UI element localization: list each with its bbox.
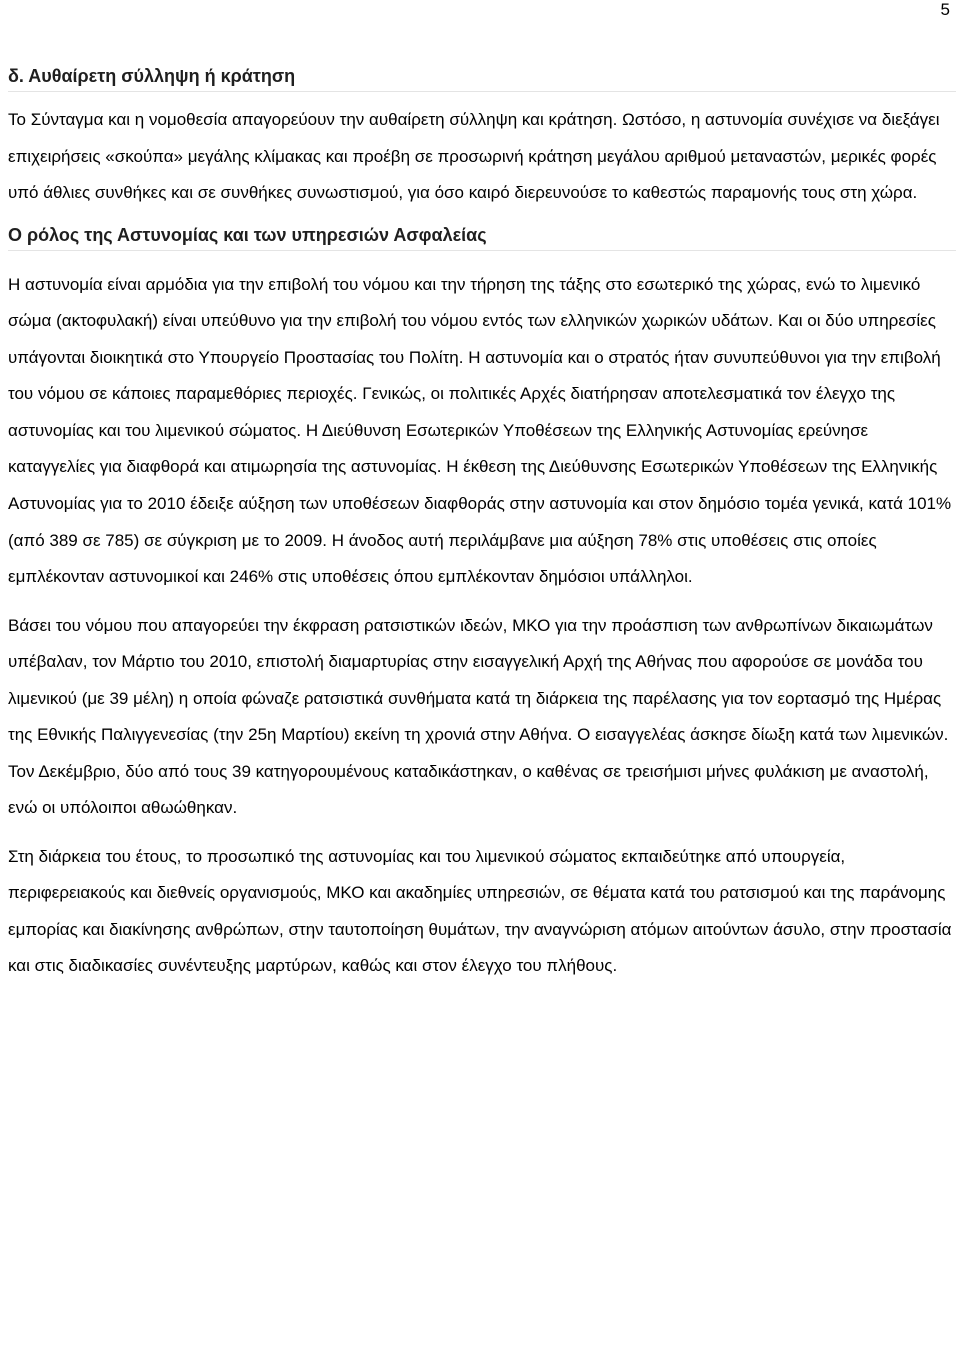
paragraph-racist-slogans-case: Βάσει του νόμου που απαγορεύει την έκφραση ρατσιστικών ιδεών, ΜΚΟ για την προάσπιση των ανθρωπίνων δικαιωμάτων υπέβαλαν, τον Μάρτιο του 2010, επιστολή διαμαρτυρίας στην εισαγγελική Αρχή της Αθήνας που αφορούσε σε μονάδα του λιμενικού (με 39 μέλη) η οποία φώναζε ρατσιστικά συνθήματα κατά τη διάρκεια της παρέλασης για τον εορτασμό της Ημέρας της Εθνικής Παλιγγενεσίας (την 25η Μαρτίου) εκείνη τη χρονιά στην Αθήνα. Ο εισαγγελέας άσκησε δίωξη κατά των λιμενικών. Τον Δεκέμβριο, δύο από τους 39 κατηγορουμένους καταδικάστηκαν, ο καθένας σε τρεισήμισι μήνες φυλάκιση με αναστολή, ενώ οι υπόλοιποι αθωώθηκαν. bbox=[8, 615, 949, 818]
paragraph-police-responsibilities: Η αστυνομία είναι αρμόδια για την επιβολή του νόμου και την τήρηση της τάξης στο εσωτερικό της χώρας, ενώ το λιμενικό σώμα (ακτοφυλακή) είναι υπεύθυνο για την επιβολή του νόμου εντός των ελληνικών χωρικών υδάτων. Και οι δύο υπηρεσίες υπάγονται διοικητικά στο Υπουργείο Προστασίας του Πολίτη. Η αστυνομία και ο στρατός ήταν συνυπεύθυνοι για την επιβολή του νόμου σε κάποιες παραμεθόριες περιοχές. Γενικώς, οι πολιτικές Αρχές διατήρησαν αποτελεσματικά τον έλεγχο της αστυνομίας και του λιμενικού σώματος. Η Διεύθυνση Εσωτερικών Υποθέσεων της Ελληνικής Αστυνομίας ερεύνησε καταγγελίες για διαφθορά και ατιμωρησία της αστυνομίας. Η έκθεση της Διεύθυνσης Εσωτερικών Υποθέσεων της Ελληνικής Αστυνομίας για το 2010 έδειξε αύξηση των υποθέσεων διαφθοράς στην αστυνομία και στον δημόσιο τομέα γενικά, κατά 101% (από 389 σε 785) σε σύγκριση με το 2009. Η άνοδος αυτή περιλάμβανε μια αύξηση 78% στις υποθέσεις στις οποίες εμπλέκονταν αστυνομικοί και 246% στις υποθέσεις όπου εμπλέκονταν δημόσιοι υπάλληλοι. bbox=[8, 274, 952, 587]
paragraph-arbitrary-arrest: Το Σύνταγμα και η νομοθεσία απαγορεύουν την αυθαίρετη σύλληψη και κράτηση. Ωστόσο, η αστυνομία συνέχισε να διεξάγει επιχειρήσεις «σκούπα» μεγάλης κλίμακας και προέβη σε προσωρινή κράτηση μεγάλου αριθμού μεταναστών, μερικές φορές υπό άθλιες συνθήκες και σε συνθήκες συνωστισμού, για όσο καιρό διερευνούσε το καθεστώς παραμονής τους στη χώρα. bbox=[8, 110, 940, 202]
page-number: 5 bbox=[940, 0, 950, 19]
section-heading-police-role: Ο ρόλος της Αστυνομίας και των υπηρεσιών Ασφαλείας bbox=[8, 221, 956, 251]
document-body bbox=[8, 62, 956, 985]
section-heading-arbitrary-arrest: δ. Αυθαίρετη σύλληψη ή κράτηση bbox=[8, 62, 956, 92]
paragraph-police-training: Στη διάρκεια του έτους, το προσωπικό της αστυνομίας και του λιμενικού σώματος εκπαιδεύτηκε από υπουργεία, περιφερειακούς και διεθνείς οργανισμούς, ΜΚΟ και ακαδημίες υπηρεσιών, σε θέματα κατά του ρατσισμού και της παράνομης εμπορίας και διακίνησης ανθρώπων, στην ταυτοποίηση θυμάτων, την αναγνώριση ατόμων αιτούντων άσυλο, στην προστασία και στις διαδικασίες συνέντευξης μαρτύρων, καθώς και στον έλεγχο του πλήθους. bbox=[8, 846, 952, 976]
